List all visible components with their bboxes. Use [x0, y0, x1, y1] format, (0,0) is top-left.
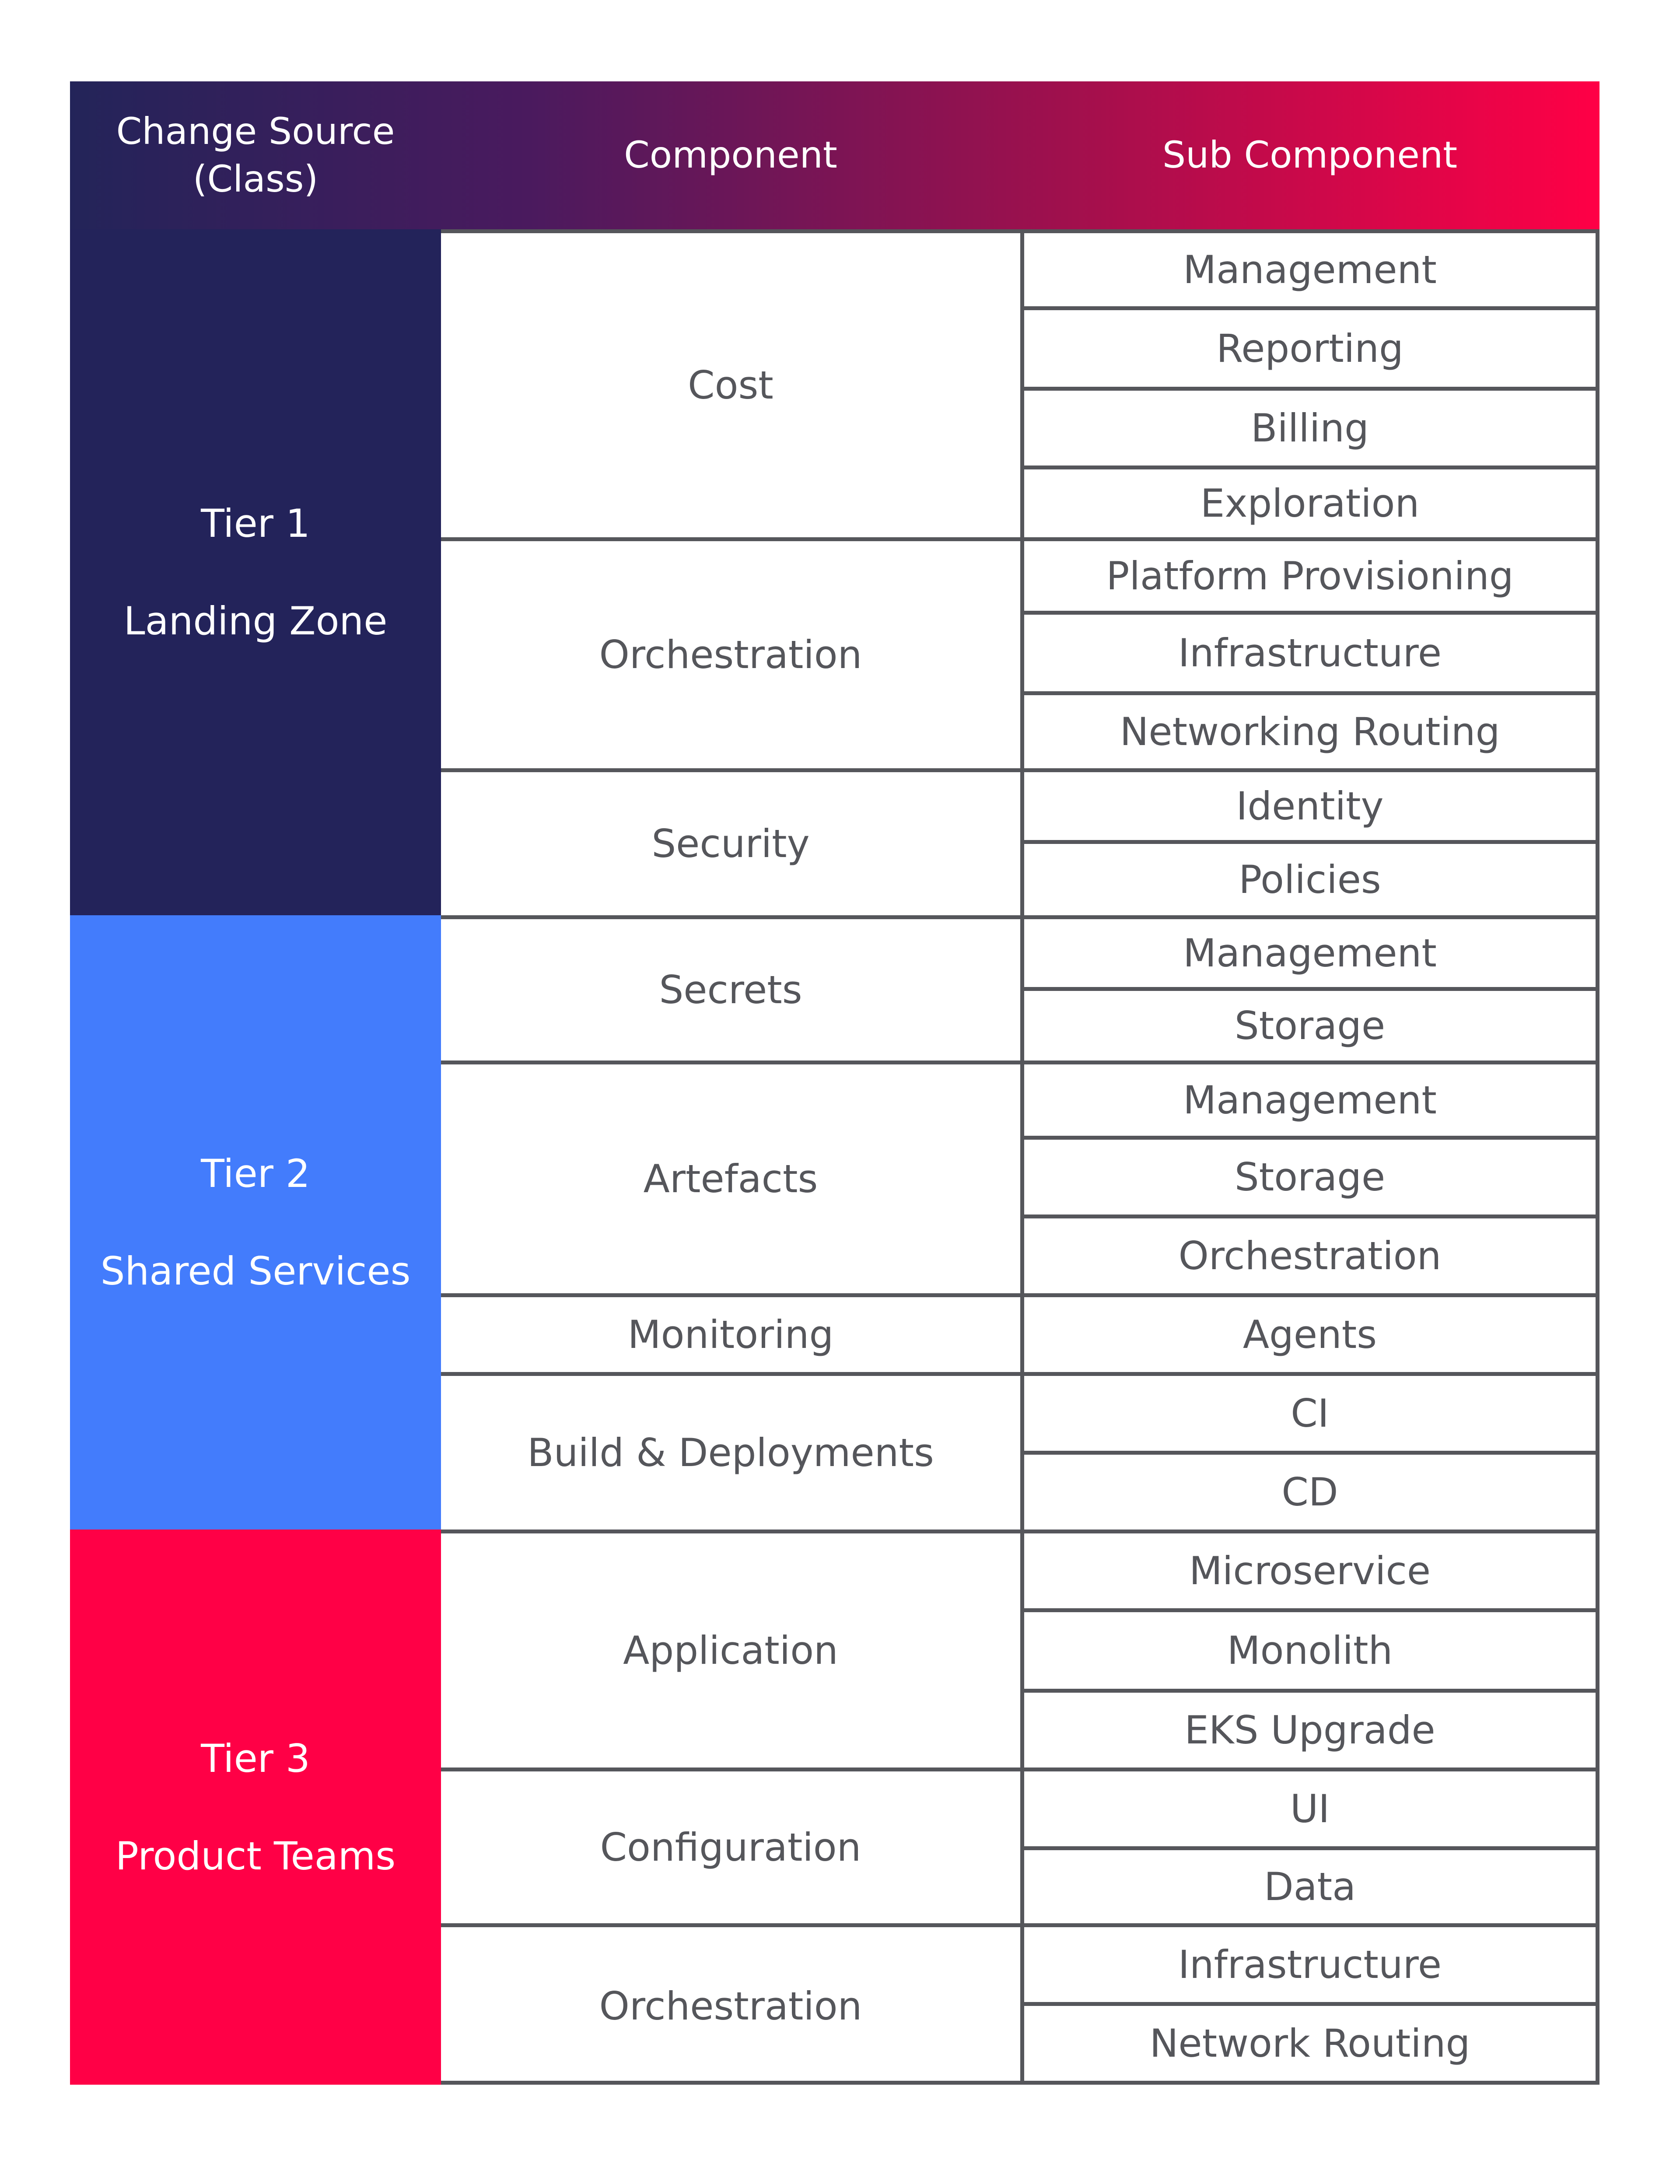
sub-component-cell: [1020, 1608, 1600, 1689]
sub-component-cell: [1020, 987, 1600, 1060]
sub-component-label: Reporting: [1216, 326, 1404, 371]
sub-component-label: UI: [1290, 1786, 1330, 1831]
table-header: [70, 81, 1600, 229]
component-label: Monitoring: [627, 1312, 834, 1357]
sub-component-cell: [1020, 611, 1600, 691]
tier-1-cell: [70, 229, 441, 915]
component-label: Artefacts: [643, 1156, 818, 1201]
sub-component-label: CI: [1291, 1391, 1329, 1436]
header-sub-component: Sub Component: [1162, 133, 1458, 177]
sub-component-cell: [1020, 1214, 1600, 1293]
component-cell: [441, 1293, 1020, 1372]
header-component: Component: [624, 133, 837, 177]
header-change-source: Change Source (Class): [116, 109, 395, 200]
sub-component-label: Identity: [1236, 784, 1384, 829]
component-label: Secrets: [659, 967, 802, 1012]
sub-component-label: Exploration: [1200, 481, 1420, 526]
sub-component-label: Monolith: [1227, 1628, 1393, 1673]
sub-component-cell: [1020, 840, 1600, 915]
component-label: Security: [651, 821, 810, 866]
sub-component-label: Policies: [1239, 857, 1381, 902]
sub-component-label: Storage: [1234, 1003, 1386, 1048]
component-cell: [441, 229, 1020, 537]
sub-component-cell: [1020, 1689, 1600, 1768]
component-cell: [441, 1530, 1020, 1768]
component-cell: [441, 915, 1020, 1060]
tier-title: Tier 1: [201, 501, 310, 546]
sub-component-cell: [1020, 1372, 1600, 1451]
tier-title: Tier 2: [201, 1151, 310, 1196]
sub-component-cell: [1020, 537, 1600, 611]
component-cell: [441, 537, 1020, 768]
sub-component-cell: [1020, 387, 1600, 466]
component-cell: [441, 768, 1020, 915]
sub-component-cell: [1020, 229, 1600, 306]
sub-component-label: CD: [1281, 1470, 1338, 1515]
sub-component-cell: [1020, 915, 1600, 987]
component-label: Configuration: [600, 1825, 861, 1870]
sub-component-cell: [1020, 1846, 1600, 1923]
tier-2-cell: [70, 915, 441, 1530]
tier-subtitle: Shared Services: [100, 1249, 411, 1294]
component-cell: [441, 1372, 1020, 1530]
sub-component-cell: [1020, 466, 1600, 537]
tier-title: Tier 3: [201, 1736, 310, 1781]
table-bottom-rule: [441, 2081, 1020, 2085]
sub-component-label: EKS Upgrade: [1184, 1708, 1435, 1753]
sub-component-label: Networking Routing: [1120, 709, 1500, 754]
sub-component-cell: [1020, 1060, 1600, 1136]
sub-component-cell: [1020, 1530, 1600, 1608]
component-label: Cost: [688, 363, 774, 408]
sub-component-cell: [1020, 1923, 1600, 2002]
component-label: Orchestration: [599, 632, 862, 677]
sub-component-label: Storage: [1234, 1155, 1386, 1200]
sub-component-label: Billing: [1251, 406, 1369, 451]
sub-component-label: Infrastructure: [1178, 630, 1442, 676]
sub-component-cell: [1020, 1451, 1600, 1530]
tier-3-cell: [70, 1530, 441, 2085]
tier-subtitle: Landing Zone: [123, 598, 388, 644]
sub-component-cell: [1020, 691, 1600, 768]
component-label: Application: [623, 1628, 838, 1673]
sub-component-cell: [1020, 1768, 1600, 1846]
tier-subtitle: Product Teams: [115, 1833, 396, 1879]
sub-component-label: Microservice: [1189, 1548, 1431, 1593]
sub-component-cell: [1020, 768, 1600, 840]
sub-component-cell: [1020, 1136, 1600, 1214]
sub-component-label: Data: [1264, 1864, 1356, 1909]
sub-component-label: Orchestration: [1178, 1233, 1442, 1278]
component-cell: [441, 1923, 1020, 2085]
sub-component-cell: [1020, 306, 1600, 387]
sub-component-label: Platform Provisioning: [1106, 553, 1514, 598]
component-label: Build & Deployments: [527, 1430, 934, 1475]
sub-component-label: Management: [1183, 1078, 1437, 1123]
sub-component-label: Network Routing: [1149, 2021, 1470, 2066]
sub-component-label: Management: [1183, 247, 1437, 292]
component-cell: [441, 1768, 1020, 1923]
sub-component-label: Management: [1183, 931, 1437, 976]
sub-component-cell: [1020, 1293, 1600, 1372]
sub-component-cell: [1020, 2002, 1600, 2085]
sub-component-label: Agents: [1242, 1312, 1377, 1357]
sub-component-label: Infrastructure: [1178, 1942, 1442, 1987]
component-label: Orchestration: [599, 1983, 862, 2029]
component-cell: [441, 1060, 1020, 1293]
